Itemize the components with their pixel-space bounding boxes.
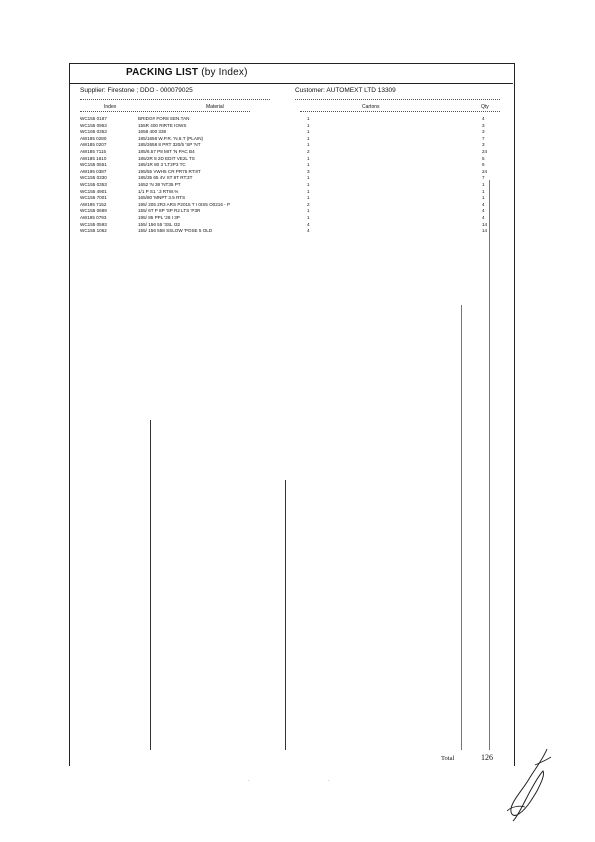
column-rule-left [150, 420, 151, 750]
row-qty: 7 [482, 175, 485, 181]
row-qty: 6 [482, 162, 485, 168]
row-qty: 4 [482, 215, 485, 220]
row-material: 185/2R 8 2D EDIT VE2L TS [138, 155, 195, 161]
row-index: WC155 0551 [80, 162, 107, 168]
customer-line: Customer: AUTOMEXT LTD 13309 [295, 87, 396, 94]
row-qty: 5 [482, 155, 485, 161]
row-material: 185/2658 8 PRT 320/5 'SP 'NT [138, 142, 201, 148]
row-index: AW185 0207 [80, 142, 107, 148]
row-material: 195/ 85 PPL '28 I 3P [138, 215, 180, 220]
row-index: AW185 0280 [80, 135, 107, 141]
row-qty: 1 [482, 188, 485, 194]
row-cartons: 2 [307, 201, 310, 207]
row-cartons: 1 [307, 182, 310, 187]
right-header-rule [300, 111, 500, 112]
row-cartons: 3 [307, 168, 310, 174]
supplier-underline [80, 99, 270, 100]
signature-image [495, 745, 565, 825]
row-cartons: 1 [307, 208, 310, 214]
row-cartons: 1 [307, 162, 310, 168]
row-qty: 4 [482, 201, 485, 207]
bottom-mark: · [248, 778, 250, 784]
row-material: 1652 'N 38 'NT35 PT [138, 182, 181, 187]
row-qty: 3 [482, 129, 485, 135]
row-cartons: 1 [307, 142, 310, 148]
row-material: 195/ 205 2R3 ARS P2015 T I 0IS5 O0216 - P [138, 201, 231, 207]
row-cartons: 1 [307, 135, 310, 141]
total-label: Total [441, 755, 455, 762]
document-title [126, 67, 248, 78]
row-material: 155R 400 RIRTE IOWS [138, 122, 187, 128]
row-qty: 3 [482, 122, 485, 128]
row-qty: 4 [482, 208, 485, 214]
row-index: WC165 0353 [80, 129, 107, 135]
row-index: WC155 7001 [80, 195, 107, 201]
row-cartons: 1 [307, 188, 310, 194]
row-material: 1/1 P S1 '.3 RTW.% [138, 188, 179, 194]
row-cartons: 1 [307, 155, 310, 161]
row-index: AW195 0793 [80, 215, 107, 220]
row-index: WC155 4901 [80, 188, 107, 194]
row-qty: 24 [482, 168, 488, 174]
row-qty: 1 [482, 182, 485, 187]
row-qty: 3 [482, 142, 485, 148]
document-frame [69, 63, 515, 766]
header-qty: Qty [481, 104, 489, 110]
row-qty: 7 [482, 135, 485, 141]
row-cartons: 1 [307, 215, 310, 220]
header-material: Material [206, 104, 224, 110]
row-material: 185/6.57 P8 MIT 'N PAC B4 [138, 149, 195, 154]
row-material: 155/ 156 558 SSLOW 'POSE 5 OLD [138, 228, 213, 234]
row-cartons: 1 [307, 122, 310, 128]
column-rule-qty [489, 180, 490, 750]
title-bold: PACKING LIST [126, 67, 199, 78]
header-cartons: Cartons [362, 104, 380, 110]
row-cartons: 4 [307, 228, 310, 234]
row-index: WC155 0187 [80, 116, 107, 121]
row-cartons: 1 [307, 175, 310, 181]
row-cartons: 4 [307, 221, 310, 227]
row-material: 155/ 156 55 '3SL I32 [138, 221, 181, 227]
supplier-line: Supplier: Firestone ; DDO - 000079025 [80, 87, 193, 94]
title-rest: (by Index) [198, 67, 248, 78]
row-index: WC155 1062 [80, 228, 107, 234]
row-index: WC155 0353 [80, 182, 107, 187]
total-value: 126 [481, 753, 493, 762]
row-index: WC155 0953 [80, 122, 107, 128]
row-qty: 14 [482, 221, 488, 227]
row-material: BRIDG# FOR8 SEN.TAN [138, 116, 190, 121]
row-index: AW185 1610 [80, 155, 107, 161]
row-material: 1658 400 338 [138, 129, 167, 135]
row-qty: 4 [482, 116, 485, 121]
row-cartons: 2 [307, 149, 310, 154]
row-cartons: 1 [307, 195, 310, 201]
row-index: AW185 7115 [80, 149, 107, 154]
row-qty: 14 [482, 228, 488, 234]
column-rule-mid [285, 480, 286, 750]
row-qty: 1 [482, 195, 485, 201]
row-index: AW195 7152 [80, 201, 107, 207]
row-cartons: 1 [307, 129, 310, 135]
row-material: 165/80 'MNPT 3.5 RTS [138, 195, 186, 201]
row-material: 155/ 6T P 8P 'SP R2 LTS 'P3R [138, 208, 201, 214]
column-rule-right [461, 305, 462, 750]
row-index: AW195 0387 [80, 168, 107, 174]
left-header-rule [80, 111, 250, 112]
row-index: WC155 0689 [80, 208, 107, 214]
header-index: Index [104, 104, 117, 110]
row-material: 185/1658 W.P.R. 'N.8.T (PLAIN) [138, 135, 204, 141]
bottom-mark: · [328, 778, 330, 784]
row-qty: 24 [482, 149, 488, 154]
row-material: 195/55 VWH5 CR PR75 RT:8T [138, 168, 201, 174]
customer-underline [295, 99, 500, 100]
row-index: WC155 0330 [80, 175, 107, 181]
row-cartons: 1 [307, 116, 310, 121]
row-index: WC155 0593 [80, 221, 107, 227]
row-material: 185/35 65 4V ST 8T RT:3T [138, 175, 193, 181]
row-material: 185/1R 80 3 'LT2P3 TC [138, 162, 186, 168]
